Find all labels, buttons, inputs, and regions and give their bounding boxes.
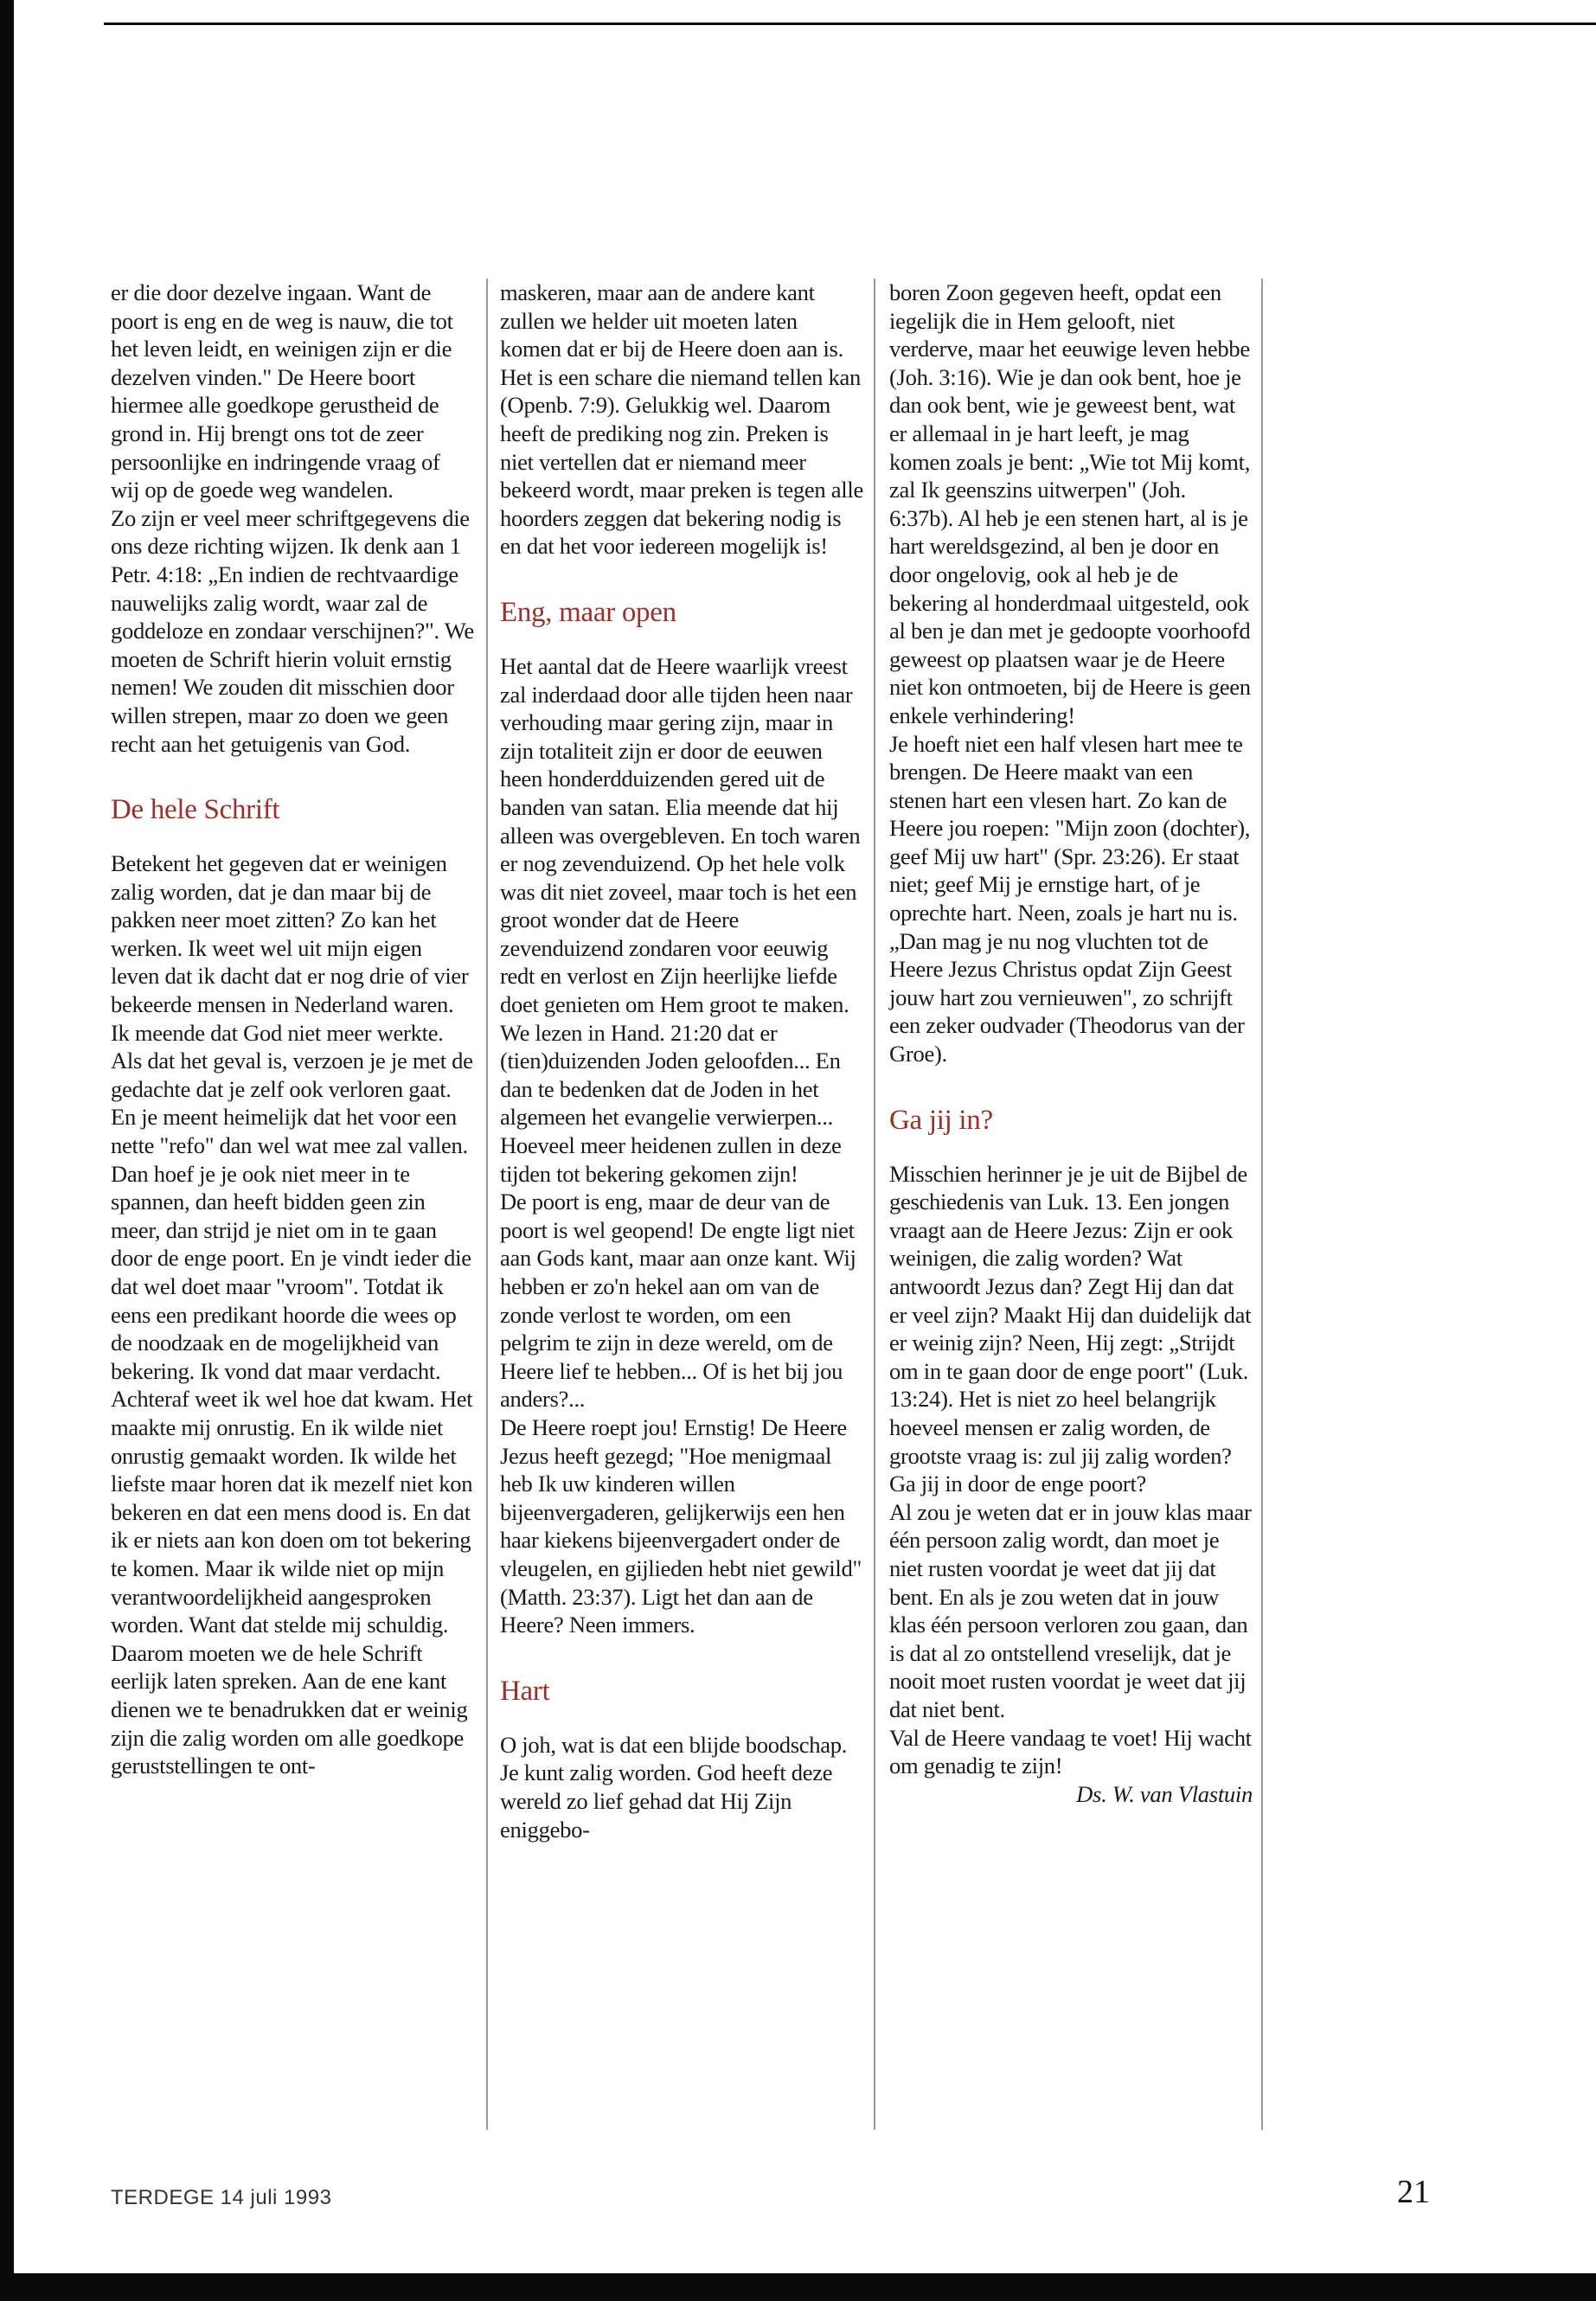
column-1-paragraph: er die door dezelve ingaan. Want de poort is eng en de weg is nauw, die tot het leven leidt, en weinigen zijn er die dezelven vinden." De Heere boort hiermee alle goedkope gerustheid de grond in. Hij brengt ons tot de zeer persoonlijke en indringende vraag of wij op de goede weg wandelen. <box>111 279 453 503</box>
column-2-paragraph: De poort is eng, maar de deur van de poort is wel geopend! De engte ligt niet aan Gods kant, maar aan onze kant. Wij hebben er zo'n hekel aan om van de zonde verlost te worden, om een pelgrim te zijn in deze wereld, om de Heere lief te hebben... Of is het bij jou anders?... <box>500 1189 856 1413</box>
section-heading-ga-jij-in: Ga jij in? <box>889 1104 993 1136</box>
page-number: 21 <box>1397 2174 1430 2210</box>
column-1-paragraph: Zo zijn er veel meer schriftgegevens die ons deze richting wijzen. Ik denk aan 1 Petr. 4:18: „En indien de rechtvaardige nauwelijks zalig wordt, waar zal de goddeloze en zondaar verschijnen?". We moeten de Schrift hierin voluit ernstig nemen! We zouden dit misschien door willen strepen, maar zo doen we geen recht aan het getuigenis van God. <box>111 504 474 757</box>
column-divider <box>486 279 488 2130</box>
section-heading-hart: Hart <box>500 1675 550 1707</box>
column-1-paragraph: Betekent het gegeven dat er weinigen zalig worden, dat je dan maar bij de pakken neer moet zitten? Zo kan het werken. Ik weet wel uit mijn eigen leven dat ik dacht dat er nog drie of vier bekeerde mensen in Nederland waren. Ik meende dat God niet meer werkte. Als dat het geval is, verzoen je je met de gedachte dat je zelf ook verloren gaat. En je meent heimelijk dat het voor een nette "refo" dan wel wat mee zal vallen. Dan hoef je je ook niet meer in te spannen, dan heeft bidden geen zin meer, dan strijd je niet om in te gaan door de enge poort. En je vindt ieder die dat wel doet maar "vroom". Totdat ik eens een predikant hoorde die wees op de noodzaak en de mogelijkheid van bekering. Ik vond dat maar verdacht. Achteraf weet ik wel hoe dat kwam. Het maakte mij onrustig. En ik wilde niet onrustig gemaakt worden. Ik wilde het liefste maar horen dat ik mezelf niet kon bekeren en dat een mens dood is. En dat ik er niets aan kon doen om tot bekering te komen. Maar ik wilde niet op mijn verantwoordelijkheid aangesproken worden. Want dat stelde mij schuldig. Daarom moeten we de hele Schrift eerlijk laten spreken. Aan de ene kant dienen we te benadrukken dat er weinig zijn die zalig worden om alle goedkope geruststellingen te ont- <box>111 850 473 1779</box>
column-3-paragraph: Al zou je weten dat er in jouw klas maar één persoon zalig wordt, dan moet je niet rusten voordat je weet dat jij dat bent. En als je zou weten dat in jouw klas één persoon verloren zou gaan, dan is dat al zo ontstellend vreselijk, dat je nooit moet rusten voordat je weet dat jij dat niet bent. <box>889 1498 1252 1722</box>
column-divider-right <box>1261 279 1263 2130</box>
column-3-paragraph: Val de Heere vandaag te voet! Hij wacht om genadig te zijn! <box>889 1724 1252 1779</box>
scan-border-bottom <box>0 2273 1596 2301</box>
column-3-paragraph: boren Zoon gegeven heeft, opdat een iegelijk die in Hem gelooft, niet verderve, maar het eeuwige leven hebbe (Joh. 3:16). Wie je dan ook bent, hoe je dan ook bent, wie je geweest bent, wat er allemaal in je hart leeft, je mag komen zoals je bent: „Wie tot Mij komt, zal Ik geenszins uitwerpen" (Joh. 6:37b). Al heb je een stenen hart, al is je hart wereldsgezind, al ben je door en door ongelovig, ook al heb je de bekering al honderdmaal uitgesteld, ook al ben je dan met je gedoopte voorhoofd geweest op plaatsen waar je de Heere niet kon ontmoeten, bij de Heere is geen enkele verhindering! <box>889 279 1251 728</box>
column-2-paragraph: Het aantal dat de Heere waarlijk vreest zal inderdaad door alle tijden heen naar verhouding maar gering zijn, maar in zijn totaliteit zijn er door de eeuwen heen honderdduizenden gered uit de banden van satan. Elia meende dat hij alleen was overgebleven. En toch waren er nog zevenduizend. Op het hele volk was dit niet zoveel, maar toch is het een groot wonder dat de Heere zevenduizend zondaren voor eeuwig redt en verlost en Zijn heerlijke liefde doet genieten om Hem groot te maken. We lezen in Hand. 21:20 dat er (tien)duizenden Joden geloofden... En dan te bedenken dat de Joden in het algemeen het evangelie verwierpen... Hoeveel meer heidenen zullen in deze tijden tot bekering gekomen zijn! <box>500 652 861 1187</box>
section-heading-de-hele-schrift: De hele Schrift <box>111 794 280 826</box>
author-signature: Ds. W. van Vlastuin <box>1076 1780 1253 1807</box>
section-heading-eng-maar-open: Eng, maar open <box>500 596 676 628</box>
publication-footer: TERDEGE 14 juli 1993 <box>111 2186 332 2209</box>
column-3-paragraph: Je hoeft niet een half vlesen hart mee te brengen. De Heere maakt van een stenen hart een vlesen hart. Zo kan de Heere jou roepen: "Mijn zoon (dochter), geef Mij uw hart" (Spr. 23:26). Er staat niet; geef Mij je ernstige hart, of je oprechte hart. Neen, zoals je hart nu is. „Dan mag je nu nog vluchten tot de Heere Jezus Christus opdat Zijn Geest jouw hart zou vernieuwen", zo schrijft een zeker oudvader (Theodorus van der Groe). <box>889 730 1251 1067</box>
column-1 <box>111 279 474 1780</box>
column-2-paragraph: maskeren, maar aan de andere kant zullen we helder uit moeten laten komen dat er bij de Heere doen aan is. Het is een schare die niemand tellen kan (Openb. 7:9). Gelukkig wel. Daarom heeft de prediking nog zin. Preken is niet vertellen dat er niemand meer bekeerd wordt, maar preken is tegen alle hoorders zeggen dat bekering nodig is en dat het voor iedereen mogelijk is! <box>500 279 863 560</box>
column-2-paragraph: O joh, wat is dat een blijde boodschap. Je kunt zalig worden. God heeft deze wereld zo lief gehad dat Hij Zijn eniggebo- <box>500 1731 848 1843</box>
top-rule <box>104 22 1596 25</box>
scan-border-left <box>0 0 14 2301</box>
column-3 <box>889 279 1253 1808</box>
column-3-paragraph: Misschien herinner je je uit de Bijbel de geschiedenis van Luk. 13. Een jongen vraagt aan de Heere Jezus: Zijn er ook weinigen, die zalig worden? Wat antwoordt Jezus dan? Zegt Hij dan dat er veel zijn? Maakt Hij dan duidelijk dat er weinig zijn? Neen, Hij zegt: „Strijdt om in te gaan door de enge poort" (Luk. 13:24). Het is niet zo heel belangrijk hoeveel mensen er zalig worden, de grootste vraag is: zul jij zalig worden? Ga jij in door de enge poort? <box>889 1160 1252 1497</box>
column-2-paragraph: De Heere roept jou! Ernstig! De Heere Jezus heeft gezegd; "Hoe menigmaal heb Ik uw kinderen willen bijeenvergaderen, gelijkerwijs een hen haar kiekens bijeenvergadert onder de vleugelen, en gijlieden hebt niet gewild" (Matth. 23:37). Ligt het dan aan de Heere? Neen immers. <box>500 1413 862 1638</box>
column-2 <box>500 279 863 1843</box>
column-divider <box>874 279 875 2130</box>
